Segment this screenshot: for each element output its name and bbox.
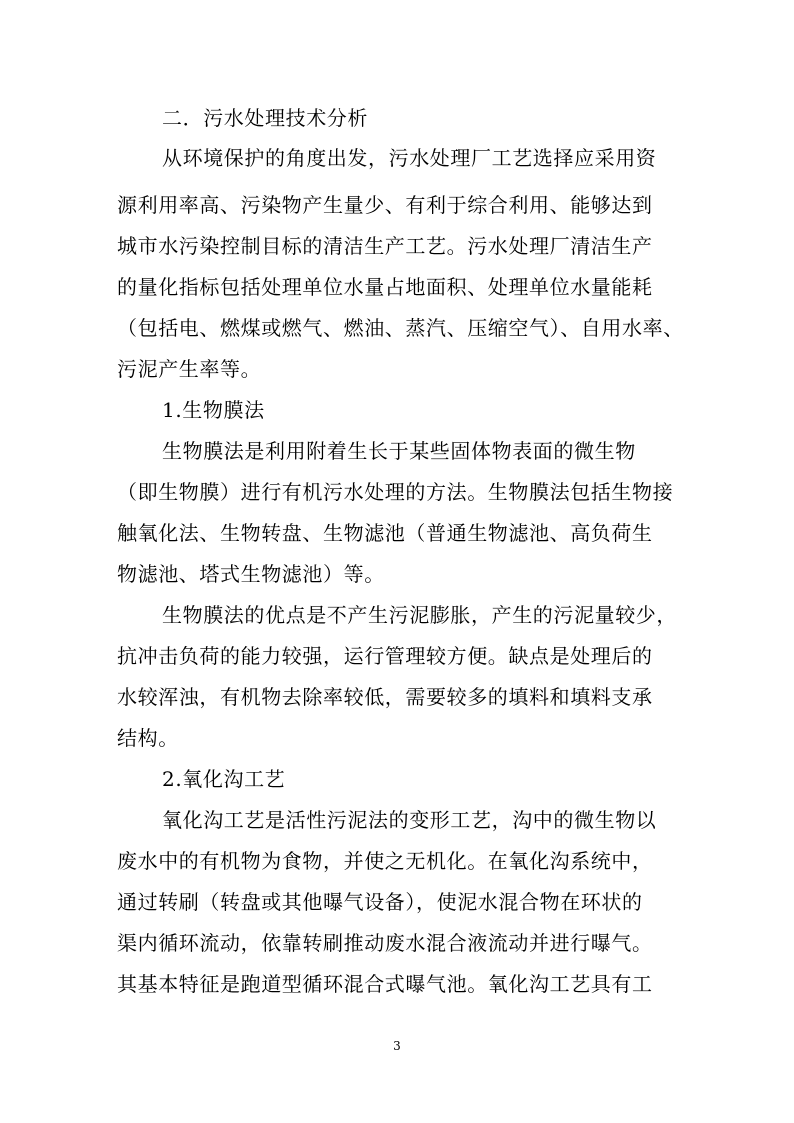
subsection-heading: 2.氧化沟工艺 [162, 767, 286, 791]
text-line: 抗冲击负荷的能力较强，运行管理较方便。缺点是处理后的 [117, 644, 653, 668]
text-line: 水较浑浊，有机物去除率较低，需要较多的填料和填料支承 [117, 685, 653, 709]
text-line: 触氧化法、生物转盘、生物滤池（普通生物滤池、高负荷生 [117, 521, 653, 545]
text-line: 的量化指标包括处理单位水量占地面积、处理单位水量能耗 [117, 275, 653, 299]
text-line: 氧化沟工艺是活性污泥法的变形工艺，沟中的微生物以 [162, 808, 657, 832]
text-line: （即生物膜）进行有机污水处理的方法。生物膜法包括生物接 [117, 480, 674, 504]
subsection-heading: 1.生物膜法 [162, 398, 265, 422]
section-heading: 二．污水处理技术分析 [162, 106, 368, 130]
text-line: 渠内循环流动，依靠转刷推动废水混合液流动并进行曝气。 [117, 931, 653, 955]
text-line: 废水中的有机物为食物，并使之无机化。在氧化沟系统中， [117, 849, 653, 873]
text-line: 其基本特征是跑道型循环混合式曝气池。氧化沟工艺具有工 [117, 972, 653, 996]
text-line: 通过转刷（转盘或其他曝气设备），使泥水混合物在环状的 [117, 890, 643, 914]
text-line: （包括电、燃煤或燃气、燃油、蒸汽、压缩空气）、自用水率、 [117, 316, 684, 340]
text-line: 城市水污染控制目标的清洁生产工艺。污水处理厂清洁生产 [117, 234, 653, 258]
text-line: 生物膜法是利用附着生长于某些固体物表面的微生物 [162, 439, 636, 463]
text-line: 污泥产生率等。 [117, 357, 262, 381]
text-line: 结构。 [117, 726, 179, 750]
text-line: 物滤池、塔式生物滤池）等。 [117, 562, 385, 586]
text-line: 从环境保护的角度出发，污水处理厂工艺选择应采用资 [162, 146, 657, 170]
text-line: 生物膜法的优点是不产生污泥膨胀，产生的污泥量较少， [162, 603, 677, 627]
text-line: 源利用率高、污染物产生量少、有利于综合利用、能够达到 [117, 193, 653, 217]
page-number: 3 [393, 1039, 401, 1053]
